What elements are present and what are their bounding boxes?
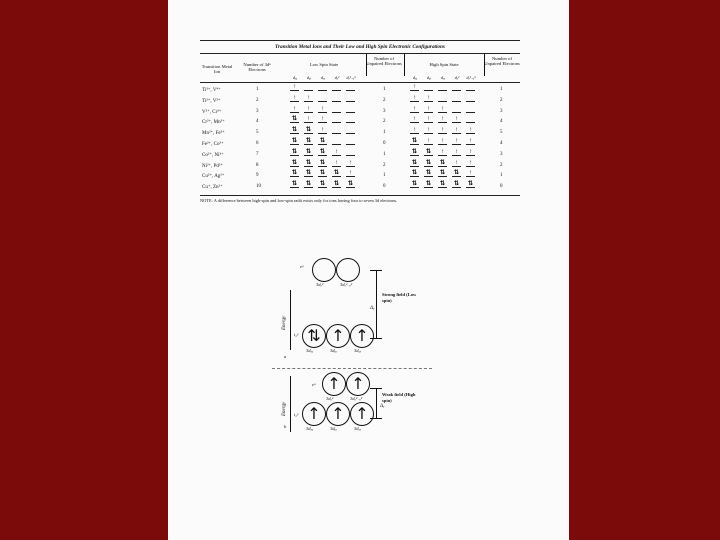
table-title-rule <box>200 53 520 54</box>
high-spin-level: ⇅ <box>425 170 432 177</box>
low-spin-level: ⇅ <box>291 159 298 166</box>
crystal-field-diagram <box>272 258 452 443</box>
high-spin-level: ⇅ <box>439 170 446 177</box>
unpaired-low-cell: 2 <box>383 119 386 125</box>
high-spin-level: ↑ <box>452 160 461 167</box>
low-spin-level: ⇅ <box>305 148 312 155</box>
low-spin-level: ⇅ <box>305 181 312 188</box>
delta-tick-bottom-b <box>370 418 382 419</box>
table-title: Transition Metal Ions and Their Low and High Spin Electronic Configurations <box>275 44 445 50</box>
low-spin-level <box>346 116 355 123</box>
weak-field-label: Weak field (High spin) <box>382 392 416 403</box>
header-electrons: Number of 3dⁿ Electrons <box>243 62 271 72</box>
low-spin-orbital-label: dₓ² <box>334 75 340 80</box>
high-spin-level: ⇅ <box>425 148 432 155</box>
high-spin-level: ↑ <box>466 149 475 156</box>
high-spin-level: ⇅ <box>411 170 418 177</box>
electron-count-cell: 3 <box>256 108 259 114</box>
low-spin-level: ↑ <box>304 116 313 123</box>
low-spin-orbital-label: dₓ²₋ᵧ² <box>346 75 356 80</box>
low-spin-level: ⇅ <box>319 170 326 177</box>
low-spin-level: ↑ <box>318 106 327 113</box>
high-spin-level <box>438 84 447 91</box>
panel-divider <box>272 368 432 369</box>
high-spin-level: ↑ <box>424 116 433 123</box>
unpaired-low-cell: 2 <box>383 162 386 168</box>
electron-count-cell: 1 <box>256 87 259 92</box>
unpaired-high-cell: 2 <box>500 97 503 103</box>
low-spin-orbital-label: dᵧₓ <box>306 75 312 80</box>
high-spin-orbital-label: dₓᵧ <box>412 75 418 80</box>
table-top-rule <box>200 40 520 41</box>
high-spin-level: ↑ <box>410 106 419 113</box>
low-spin-level <box>346 106 355 113</box>
header-high-spin: High Spin State <box>429 62 459 67</box>
t2g-orbital-label: 3dₓₓ <box>354 348 362 353</box>
unpaired-low-cell: 1 <box>383 151 386 157</box>
electron-count-cell: 10 <box>256 184 261 190</box>
ion-cell: Mn²⁺, Fe³⁺ <box>202 131 225 137</box>
unpaired-low-cell: 1 <box>383 173 386 179</box>
high-spin-level: ↑ <box>452 138 461 145</box>
high-spin-orbital-label: dₓ²₋ᵧ² <box>466 75 476 80</box>
eg-orbital-label: 3dₓ²₋ᵧ² <box>350 396 363 401</box>
unpaired-low-cell: 0 <box>383 184 386 190</box>
unpaired-low-cell: 0 <box>383 141 386 146</box>
high-spin-level: ↑ <box>452 127 461 134</box>
ion-cell: Co²⁺, Ni³⁺ <box>202 152 224 158</box>
high-spin-level <box>452 95 461 102</box>
high-spin-orbital-label: dₓ² <box>454 75 460 80</box>
high-spin-level: ↑ <box>466 127 475 134</box>
high-spin-level: ↑ <box>466 160 475 167</box>
ion-cell: V²⁺, Cr³⁺ <box>202 109 222 115</box>
t2g-orbital: ↑ <box>350 402 374 426</box>
low-spin-orbital-label: dₓₓ <box>320 75 326 80</box>
high-spin-level <box>424 84 433 91</box>
unpaired-high-cell: 2 <box>500 162 503 168</box>
unpaired-high-cell: 1 <box>500 173 503 179</box>
low-spin-level <box>346 149 355 156</box>
low-spin-level: ↑ <box>304 106 313 113</box>
ion-cell: Fe²⁺, Co³⁺ <box>202 142 224 147</box>
high-spin-level: ⇅ <box>411 138 418 144</box>
low-spin-level: ⇅ <box>305 127 312 134</box>
low-spin-orbital-label: dₓᵧ <box>292 75 298 80</box>
header-divider <box>366 54 367 76</box>
t2g-orbital-label: 3dₓᵧ <box>306 348 313 353</box>
high-spin-level: ↑ <box>424 95 433 102</box>
low-spin-level: ⇅ <box>291 170 298 177</box>
unpaired-high-cell: 0 <box>500 184 503 190</box>
high-spin-level: ↑ <box>424 127 433 134</box>
low-spin-level: ↑ <box>290 106 299 113</box>
low-spin-level <box>346 84 355 91</box>
high-spin-level <box>438 95 447 102</box>
low-spin-level: ⇅ <box>319 181 326 188</box>
high-spin-level: ↑ <box>424 106 433 113</box>
high-spin-level: ↑ <box>452 149 461 156</box>
delta-bar-a <box>376 270 377 338</box>
eg-orbital-label: 3dₓ²₋ᵧ² <box>340 282 353 287</box>
high-spin-level: ↑ <box>438 106 447 113</box>
high-spin-level: ⇅ <box>411 148 418 155</box>
high-spin-level <box>466 106 475 113</box>
high-spin-level <box>466 116 475 123</box>
low-spin-level: ↑ <box>290 84 299 91</box>
header-divider <box>404 54 405 76</box>
electron-configuration-table <box>200 40 520 210</box>
unpaired-low-cell: 3 <box>383 108 386 114</box>
high-spin-level: ↑ <box>466 170 475 177</box>
ion-cell: Cu²⁺, Ag²⁺ <box>202 174 225 180</box>
low-spin-level: ⇅ <box>291 116 298 123</box>
low-spin-level <box>318 95 327 102</box>
low-spin-level: ⇅ <box>319 159 326 166</box>
electron-count-cell: 7 <box>256 151 259 157</box>
low-spin-level <box>346 138 355 145</box>
electron-count-cell: 5 <box>256 130 259 136</box>
unpaired-high-cell: 4 <box>500 141 503 146</box>
low-spin-level: ⇅ <box>319 148 326 155</box>
t2g-label-a: t₂ᵍ <box>294 332 299 337</box>
high-spin-level: ⇅ <box>467 181 474 188</box>
table-row <box>200 183 520 193</box>
panel-a-label: a <box>284 354 287 359</box>
high-spin-level: ↑ <box>438 149 447 156</box>
t2g-orbital: ↑ <box>326 324 350 348</box>
high-spin-level: ↑ <box>410 127 419 134</box>
eg-orbital: ↑ <box>346 372 370 396</box>
eg-label-a: eᵍ <box>300 264 304 269</box>
low-spin-level: ↑ <box>346 160 355 167</box>
electron-count-cell: 6 <box>256 141 259 146</box>
low-spin-level: ↑ <box>318 127 327 134</box>
ion-cell: Cr²⁺, Mn³⁺ <box>202 120 225 126</box>
t2g-orbital-label: 3dₓₓ <box>354 426 362 431</box>
high-spin-level: ↑ <box>452 116 461 123</box>
delta-tick-bottom-a <box>370 338 382 339</box>
energy-axis-b <box>290 376 291 432</box>
high-spin-level: ⇅ <box>411 181 418 188</box>
table-bottom-rule <box>200 195 520 196</box>
low-spin-level: ⇅ <box>305 159 312 166</box>
high-spin-level: ⇅ <box>425 181 432 188</box>
high-spin-level <box>452 84 461 91</box>
header-ion: Transition Metal Ion <box>201 64 233 74</box>
low-spin-level <box>332 127 341 134</box>
eg-orbital: ↑ <box>322 372 346 396</box>
low-spin-level: ⇅ <box>291 181 298 188</box>
low-spin-level <box>332 138 341 145</box>
ion-cell: Cu⁺, Zn²⁺ <box>202 185 223 191</box>
energy-label-b: Energy <box>282 401 287 416</box>
low-spin-level <box>346 127 355 134</box>
panel-b-label: b <box>284 424 287 429</box>
header-low-spin: Low Spin State <box>309 62 339 67</box>
low-spin-level: ⇅ <box>291 127 298 134</box>
unpaired-low-cell: 1 <box>383 87 386 92</box>
high-spin-level: ↑ <box>410 116 419 123</box>
t2g-orbital-label: 3dₓᵧ <box>306 426 313 431</box>
high-spin-level: ↑ <box>410 84 419 91</box>
high-spin-level: ⇅ <box>439 181 446 188</box>
eg-orbital <box>336 258 360 282</box>
low-spin-level <box>304 84 313 91</box>
t2g-orbital-label: 3dᵧₓ <box>330 348 337 353</box>
high-spin-level: ↑ <box>438 138 447 145</box>
eg-orbital-label: 3dₓ² <box>316 282 324 287</box>
t2g-orbital-label: 3dᵧₓ <box>330 426 337 431</box>
header-divider <box>484 54 485 76</box>
header-unpaired-low: Number of Unpaired Electrons <box>366 56 402 66</box>
high-spin-level <box>466 95 475 102</box>
high-spin-orbital-label: dₓₓ <box>440 75 446 80</box>
high-spin-level: ⇅ <box>425 159 432 166</box>
strong-field-label: Strong field (Low spin) <box>382 292 417 303</box>
high-spin-level: ⇅ <box>453 170 460 177</box>
t2g-orbital: ↑ <box>326 402 350 426</box>
unpaired-high-cell: 3 <box>500 108 503 114</box>
t2g-orbital: ⇅ <box>302 324 326 348</box>
ion-cell: Ti²⁺, V³⁺ <box>202 98 221 104</box>
high-spin-level: ↑ <box>466 138 475 145</box>
unpaired-high-cell: 5 <box>500 130 503 136</box>
low-spin-level: ⇅ <box>347 181 354 188</box>
low-spin-level: ⇅ <box>305 138 312 144</box>
high-spin-level: ↑ <box>438 127 447 134</box>
low-spin-level: ⇅ <box>305 170 312 177</box>
low-spin-level: ↑ <box>332 160 341 167</box>
eg-orbital <box>312 258 336 282</box>
high-spin-level: ↑ <box>410 95 419 102</box>
low-spin-level <box>318 84 327 91</box>
energy-label-a: Energy <box>282 315 287 330</box>
t2g-orbital: ↑ <box>302 402 326 426</box>
low-spin-level: ↑ <box>332 149 341 156</box>
electron-count-cell: 9 <box>256 173 259 179</box>
unpaired-high-cell: 1 <box>500 87 503 92</box>
low-spin-level <box>332 84 341 91</box>
high-spin-orbital-label: dᵧₓ <box>426 75 432 80</box>
low-spin-level: ⇅ <box>291 148 298 155</box>
t2g-label-b: t₂ᵍ <box>294 412 299 417</box>
high-spin-level <box>452 106 461 113</box>
table-header-rule <box>200 82 520 83</box>
electron-count-cell: 2 <box>256 97 259 103</box>
low-spin-level: ↑ <box>318 116 327 123</box>
unpaired-low-cell: 1 <box>383 130 386 136</box>
eg-orbital-label: 3dₓ² <box>326 396 334 401</box>
high-spin-level <box>466 84 475 91</box>
low-spin-level: ⇅ <box>319 138 326 144</box>
electron-count-cell: 8 <box>256 162 259 168</box>
delta-label-a: Δₒ <box>370 306 375 311</box>
low-spin-level: ↑ <box>346 170 355 177</box>
high-spin-level: ↑ <box>424 138 433 145</box>
high-spin-level: ↑ <box>438 116 447 123</box>
low-spin-level: ↑ <box>304 95 313 102</box>
unpaired-low-cell: 2 <box>383 97 386 103</box>
header-unpaired-high: Number of Unpaired Electrons <box>484 56 520 66</box>
ion-cell: Ni²⁺, Pd²⁺ <box>202 163 224 169</box>
delta-label-b: Δₒ <box>380 404 385 409</box>
low-spin-level <box>346 95 355 102</box>
high-spin-level: ⇅ <box>453 181 460 188</box>
electron-count-cell: 4 <box>256 119 259 125</box>
low-spin-level <box>332 95 341 102</box>
low-spin-level: ⇅ <box>291 138 298 144</box>
ion-cell: Ti³⁺, V⁴⁺ <box>202 88 221 93</box>
unpaired-high-cell: 3 <box>500 151 503 157</box>
high-spin-level: ⇅ <box>411 159 418 166</box>
energy-axis-a <box>290 290 291 350</box>
low-spin-level: ⇅ <box>333 170 340 177</box>
low-spin-level <box>332 106 341 113</box>
t2g-orbital: ↑ <box>350 324 374 348</box>
unpaired-high-cell: 4 <box>500 119 503 125</box>
high-spin-level: ⇅ <box>439 159 446 166</box>
table-note: NOTE: A difference between high-spin and low-spin radii exists only for ions having four to seven 3d electrons. <box>200 198 398 203</box>
low-spin-level <box>332 116 341 123</box>
eg-label-b: eᵍ <box>312 382 316 387</box>
low-spin-level: ↑ <box>290 95 299 102</box>
delta-bar-b <box>376 388 377 418</box>
low-spin-level: ⇅ <box>333 181 340 188</box>
